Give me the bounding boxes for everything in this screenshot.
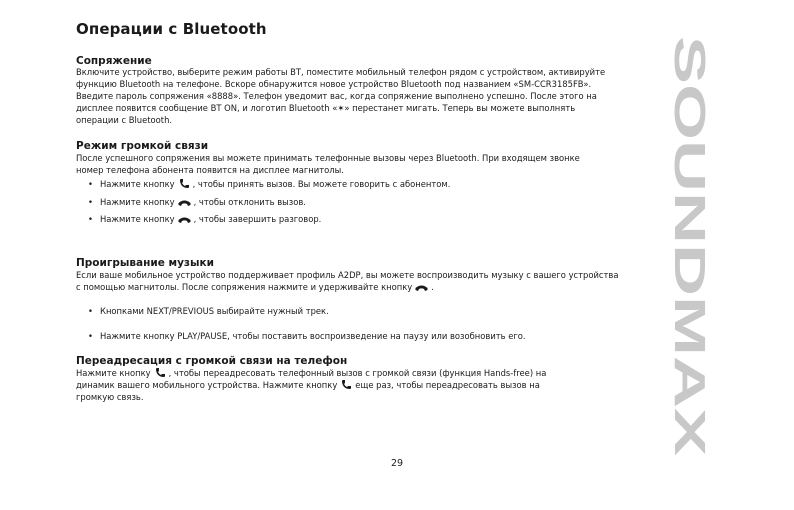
bullet-dot: • <box>88 331 93 341</box>
list-item <box>88 306 329 317</box>
bullet-text: , чтобы завершить разговор. <box>193 214 322 224</box>
bullet-dot: • <box>88 306 93 316</box>
music-line-text: . <box>431 282 434 292</box>
handsfree-line: номер телефона абонента появится на дисплее магнитолы. <box>76 165 344 175</box>
redirect-line-text: Нажмите кнопку <box>76 368 151 378</box>
bullet-dot: • <box>88 214 93 224</box>
phone-answer-icon <box>178 179 190 192</box>
bullet-dot: • <box>88 197 93 207</box>
redirect-heading: Переадресация с громкой связи на телефон <box>76 355 348 367</box>
redirect-line-text: , чтобы переадресовать телефонный вызов с громкой связи (функция Hands-free) на <box>168 368 547 378</box>
music-line <box>76 282 434 295</box>
phone-hangup-icon <box>415 284 428 295</box>
bullet-text: Нажмите кнопку <box>100 214 175 224</box>
pairing-line: Включите устройство, выберите режим работы BT, поместите мобильный телефон рядом с устройством, активируйте <box>76 67 606 77</box>
list-item <box>88 179 450 192</box>
bullet-text: Нажмите кнопку <box>100 179 175 189</box>
redirect-line-text: динамик вашего мобильного устройства. Нажмите кнопку <box>76 380 338 390</box>
phone-hangup-icon <box>178 199 191 210</box>
list-item <box>88 214 321 227</box>
bullet-text: , чтобы отклонить вызов. <box>193 197 306 207</box>
page-title: Операции с Bluetooth <box>76 20 267 38</box>
phone-hangup-icon <box>178 216 191 227</box>
redirect-line: громкую связь. <box>76 392 144 402</box>
music-line: Если ваше мобильное устройство поддерживает профиль A2DP, вы можете воспроизводить музыку с вашего устройства <box>76 270 619 280</box>
pairing-heading: Сопряжение <box>76 55 152 67</box>
brand-text: SOUNDMAX <box>665 36 714 293</box>
handsfree-line: После успешного сопряжения вы можете принимать телефонные вызовы через Bluetooth. При входящем звонке <box>76 153 580 163</box>
pairing-line: операции с Bluetooth. <box>76 115 173 125</box>
brand-logo <box>665 36 744 456</box>
pairing-line: дисплее появится сообщение BT ON, и логотип Bluetooth «✶» перестанет мигать. Теперь вы можете выполнять <box>76 103 576 113</box>
music-line-text: с помощью магнитолы. После сопряжения нажмите и удерживайте кнопку <box>76 282 413 292</box>
redirect-line <box>76 380 540 393</box>
bullet-text: , чтобы принять вызов. Вы можете говорить с абонентом. <box>192 179 451 189</box>
music-heading: Проигрывание музыки <box>76 257 214 269</box>
list-item <box>88 331 526 342</box>
bullet-text: Кнопками NEXT/PREVIOUS выбирайте нужный трек. <box>100 306 329 316</box>
redirect-line-text: еще раз, чтобы переадресовать вызов на <box>355 380 540 390</box>
bullet-text: Нажмите кнопку PLAY/PAUSE, чтобы поставить воспроизведение на паузу или возобновить его. <box>100 331 526 341</box>
pairing-line: Введите пароль сопряжения «8888». Телефон уведомит вас, когда сопряжение выполнено успешно. После этого на <box>76 91 597 101</box>
bullet-text: Нажмите кнопку <box>100 197 175 207</box>
page-number: 29 <box>390 458 404 469</box>
list-item <box>88 197 306 210</box>
pairing-line: функцию Bluetooth на телефоне. Вскоре обнаружится новое устройство Bluetooth под названием «SM-CCR3185FB». <box>76 79 592 89</box>
bullet-dot: • <box>88 179 93 189</box>
handsfree-heading: Режим громкой связи <box>76 140 209 152</box>
phone-answer-icon <box>340 380 352 393</box>
